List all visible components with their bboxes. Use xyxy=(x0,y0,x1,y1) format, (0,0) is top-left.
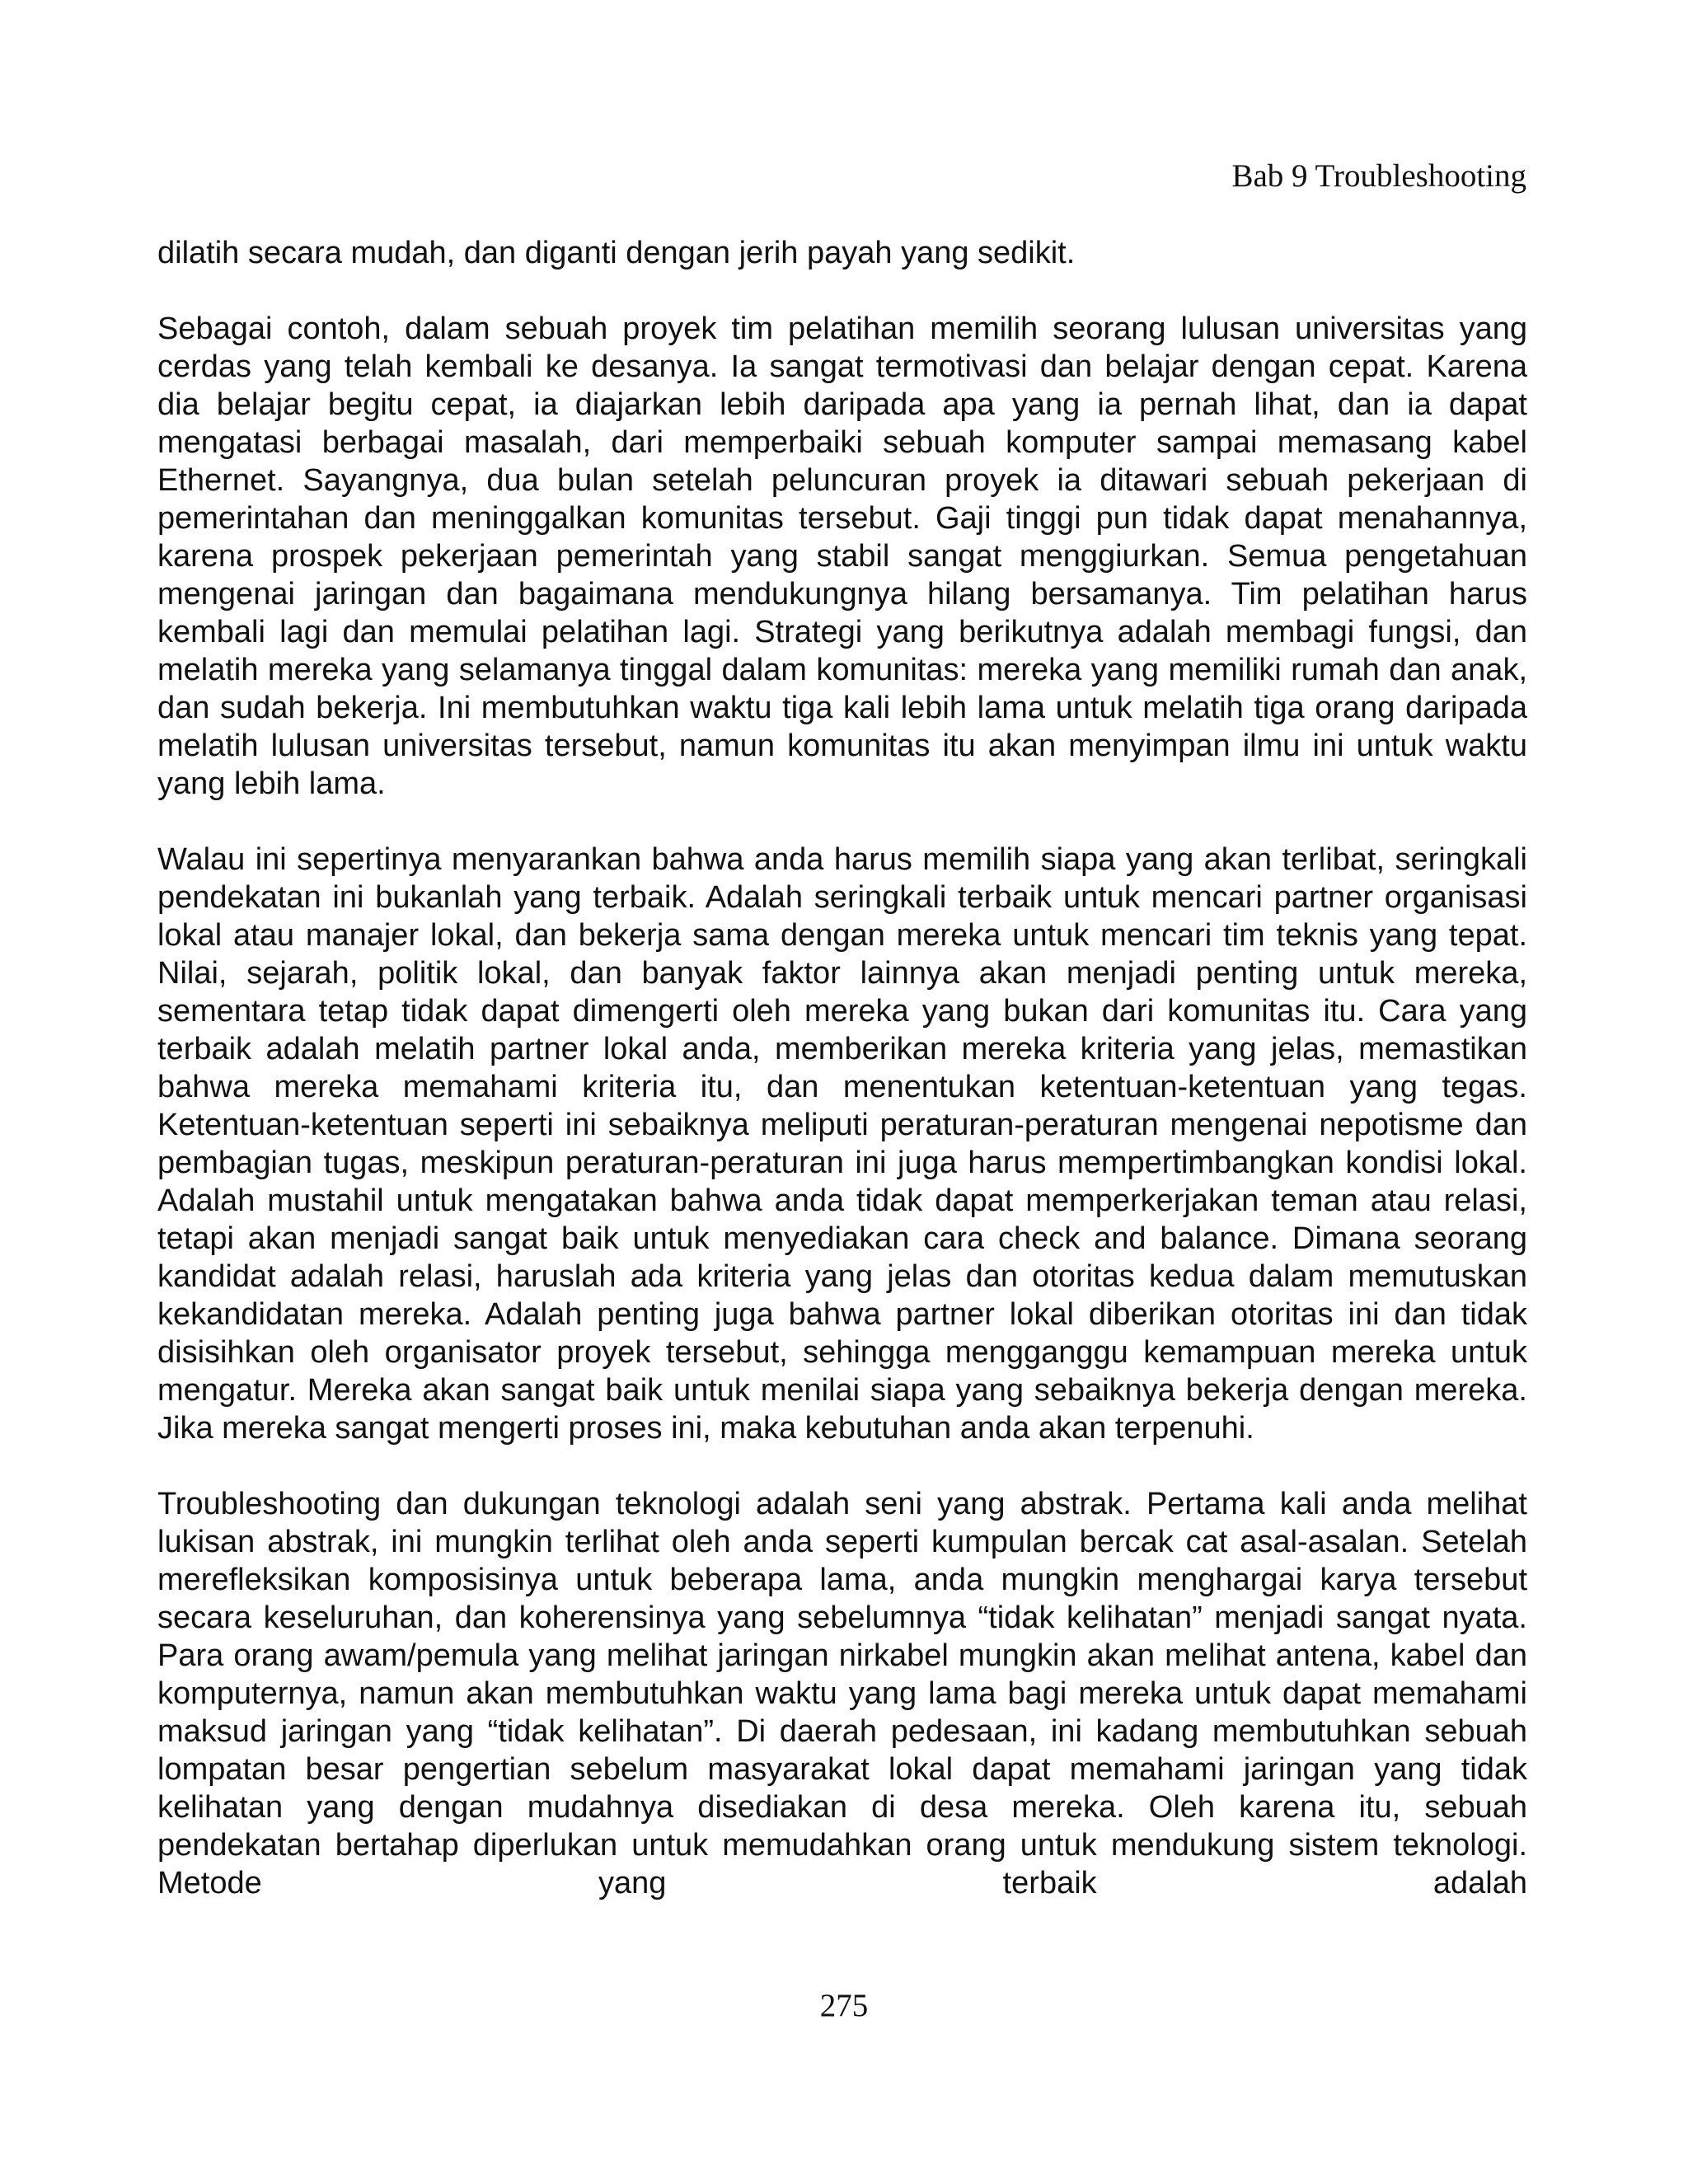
paragraph-local-partners: Walau ini sepertinya menyarankan bahwa anda harus memilih siapa yang akan terlibat, seringkali pendekatan ini bukanlah yang terbaik. Adalah seringkali terbaik untuk mencari partner organisasi lokal atau manajer lokal, dan bekerja sama dengan mereka untuk mencari tim teknis yang tepat. Nilai, sejarah, politik lokal, dan banyak faktor lainnya akan menjadi penting untuk mereka, sementara tetap tidak dapat dimengerti oleh mereka yang bukan dari komunitas itu. Cara yang terbaik adalah melatih partner lokal anda, memberikan mereka kriteria yang jelas, memastikan bahwa mereka memahami kriteria itu, dan menentukan ketentuan-ketentuan yang tegas. Ketentuan-ketentuan seperti ini sebaiknya meliputi peraturan-peraturan mengenai nepotisme dan pembagian tugas, meskipun peraturan-peraturan ini juga harus mempertimbangkan kondisi lokal. Adalah mustahil untuk mengatakan bahwa anda tidak dapat memperkerjakan teman atau relasi, tetapi akan menjadi sangat baik untuk menyediakan cara check and balance. Dimana seorang kandidat adalah relasi, haruslah ada kriteria yang jelas dan otoritas kedua dalam memutuskan kekandidatan mereka. Adalah penting juga bahwa partner lokal diberikan otoritas ini dan tidak disisihkan oleh organisator proyek tersebut, sehingga mengganggu kemampuan mereka untuk mengatur. Mereka akan sangat baik untuk menilai siapa yang sebaiknya bekerja dengan mereka. Jika mereka sangat mengerti proses ini, maka kebutuhan anda akan terpenuhi. xyxy=(157,842,1527,1446)
paragraph-continuation: dilatih secara mudah, dan diganti dengan jerih payah yang sedikit. xyxy=(157,236,1076,270)
page-number: 275 xyxy=(819,1988,869,2023)
running-head: Bab 9 Troubleshooting xyxy=(1231,158,1526,194)
body-text xyxy=(157,234,1527,1902)
paragraph-troubleshooting: Troubleshooting dan dukungan teknologi adalah seni yang abstrak. Pertama kali anda melihat lukisan abstrak, ini mungkin terlihat oleh anda seperti kumpulan bercak cat asal-asalan. Setelah merefleksikan komposisinya untuk beberapa lama, anda mungkin menghargai karya tersebut secara keseluruhan, dan koherensinya yang sebelumnya “tidak kelihatan” menjadi sangat nyata. Para orang awam/pemula yang melihat jaringan nirkabel mungkin akan melihat antena, kabel dan komputernya, namun akan membutuhkan waktu yang lama bagi mereka untuk dapat memahami maksud jaringan yang “tidak kelihatan”. Di daerah pedesaan, ini kadang membutuhkan sebuah lompatan besar pengertian sebelum masyarakat lokal dapat memahami jaringan yang tidak kelihatan yang dengan mudahnya disediakan di desa mereka. Oleh karena itu, sebuah pendekatan bertahap diperlukan untuk memudahkan orang untuk mendukung sistem teknologi. Metode yang terbaik adalah xyxy=(157,1487,1527,1900)
paragraph-example: Sebagai contoh, dalam sebuah proyek tim pelatihan memilih seorang lulusan universitas yang cerdas yang telah kembali ke desanya. Ia sangat termotivasi dan belajar dengan cepat. Karena dia belajar begitu cepat, ia diajarkan lebih daripada apa yang ia pernah lihat, dan ia dapat mengatasi berbagai masalah, dari memperbaiki sebuah komputer sampai memasang kabel Ethernet. Sayangnya, dua bulan setelah peluncuran proyek ia ditawari sebuah pekerjaan di pemerintahan dan meninggalkan komunitas tersebut. Gaji tinggi pun tidak dapat menahannya, karena prospek pekerjaan pemerintah yang stabil sangat menggiurkan. Semua pengetahuan mengenai jaringan dan bagaimana mendukungnya hilang bersamanya. Tim pelatihan harus kembali lagi dan memulai pelatihan lagi. Strategi yang berikutnya adalah membagi fungsi, dan melatih mereka yang selamanya tinggal dalam komunitas: mereka yang memiliki rumah dan anak, dan sudah bekerja. Ini membutuhkan waktu tiga kali lebih lama untuk melatih tiga orang daripada melatih lulusan universitas tersebut, namun komunitas itu akan menyimpan ilmu ini untuk waktu yang lebih lama. xyxy=(157,312,1527,801)
